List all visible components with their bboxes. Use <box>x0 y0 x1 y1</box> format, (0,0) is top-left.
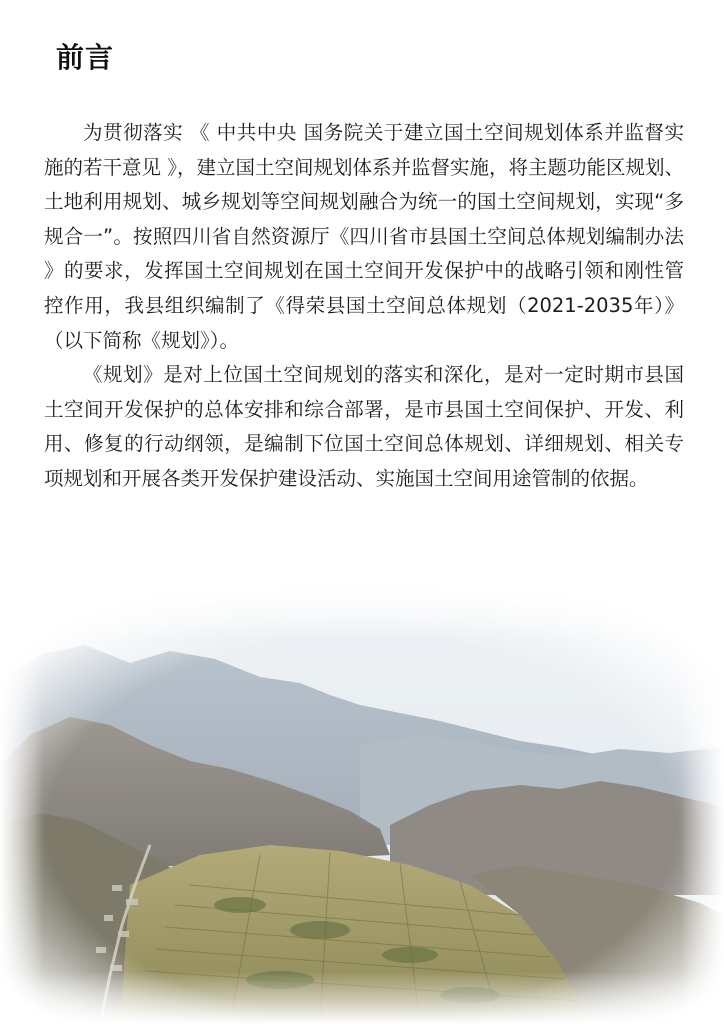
preface-body <box>44 116 684 497</box>
paragraph-1: 为贯彻落实 《 中共中央 国务院关于建立国土空间规划体系并监督实施的若干意见 》，建立国土空间规划体系并监督实施，将主题功能区规划、土地利用规划、城乡规划等空间规划融合为统一的国土空间规划，实现“多规合一”。按照四川省自然资源厅《四川省市县国土空间总体规划编制办法 》的要求，发挥国土空间规划在国土空间开发保护中的战略引领和刚性管控作用，我县组织编制了《得荣县国土空间总体规划（2021-2035年）》（以下简称《规划》）。 <box>44 121 684 352</box>
paragraph-2: 《规划》是对上位国土空间规划的落实和深化，是对一定时期市县国土空间开发保护的总体安排和综合部署，是市县国土空间保护、开发、利用、修复的行动纲领，是编制下位国土空间总体规划、详细规划、相关专项规划和开展各类开发保护建设活动、实施国土空间用途管制的依据。 <box>44 363 684 490</box>
landscape-illustration <box>0 585 724 1024</box>
landscape-photo <box>0 585 724 1024</box>
page-heading: 前言 <box>56 41 115 74</box>
